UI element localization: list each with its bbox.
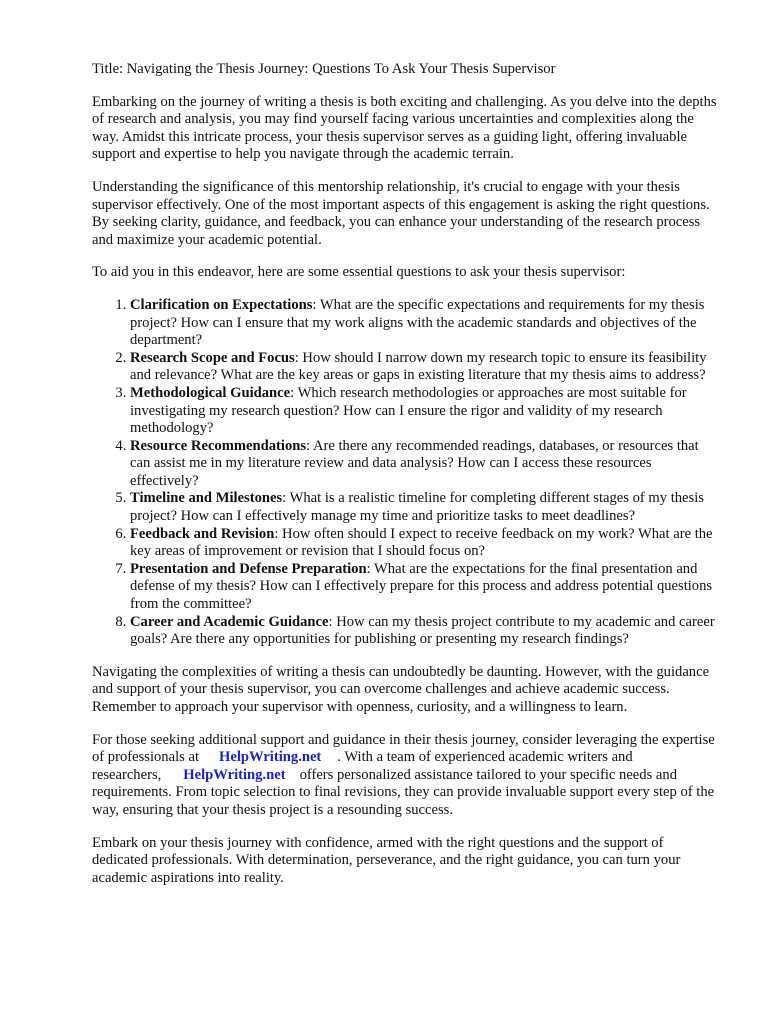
- question-text: : How should I narrow down my research topic to ensure its feasibility and relevance? What are the key areas or gaps in existing literature that my thesis aims to address?: [130, 349, 707, 384]
- question-heading: Research Scope and Focus: [130, 349, 295, 366]
- helpwriting-link-1[interactable]: HelpWriting.net: [219, 749, 322, 766]
- list-item: [130, 526, 722, 561]
- support-text-1: For those seeking additional support and guidance in their thesis journey, consider leveraging the expertise of professionals at: [92, 731, 715, 766]
- question-text: : Which research methodologies or approaches are most suitable for investigating my research question? How can I ensure the rigor and validity of my research methodology?: [130, 384, 687, 437]
- question-heading: Methodological Guidance: [130, 384, 291, 401]
- support-text-2: . With a team of experienced academic writers and researchers,: [92, 749, 633, 783]
- list-item: [130, 490, 722, 525]
- closing-paragraph-2: Embark on your thesis journey with confidence, armed with the right questions and the support of dedicated professionals. With determination, perseverance, and the right guidance, you can turn your academic aspirations into reality.: [92, 834, 681, 886]
- question-text: : What are the expectations for the final presentation and defense of my thesis? How can I effectively prepare for this process and address potential questions from the committee?: [130, 560, 713, 613]
- intro-paragraph-1: Embarking on the journey of writing a thesis is both exciting and challenging. As you delve into the depths of research and analysis, you may find yourself facing various uncertainties and complexities along the way. Amidst this intricate process, your thesis supervisor serves as a guiding light, offering invaluable support and expertise to help you navigate through the academic terrain.: [92, 93, 717, 163]
- question-text: : How often should I expect to receive feedback on my work? What are the key areas of improvement or revision that I should focus on?: [130, 525, 713, 560]
- question-heading: Career and Academic Guidance: [130, 613, 329, 630]
- support-paragraph: [92, 732, 722, 820]
- document-page: [92, 61, 722, 902]
- question-heading: Timeline and Milestones: [130, 490, 283, 507]
- list-item: [130, 297, 722, 350]
- document-title: Title: Navigating the Thesis Journey: Questions To Ask Your Thesis Supervisor: [92, 61, 556, 77]
- list-item: [130, 438, 722, 491]
- intro-paragraph-2: Understanding the significance of this mentorship relationship, it's crucial to engage with your thesis supervisor effectively. One of the most important aspects of this engagement is asking the right questions. By seeking clarity, guidance, and feedback, you can enhance your understanding of the research process and maximize your academic potential.: [92, 178, 710, 248]
- questions-list: [92, 297, 722, 649]
- question-text: : What are the specific expectations and requirements for my thesis project? How can I ensure that my work aligns with the academic standards and objectives of the department?: [130, 296, 705, 349]
- question-heading: Resource Recommendations: [130, 437, 307, 454]
- list-item: [130, 561, 722, 614]
- question-heading: Clarification on Expectations: [130, 296, 313, 313]
- question-heading: Presentation and Defense Preparation: [130, 560, 367, 577]
- question-heading: Feedback and Revision: [130, 525, 275, 542]
- helpwriting-link-2[interactable]: HelpWriting.net: [183, 766, 286, 783]
- closing-paragraph-1: Navigating the complexities of writing a thesis can undoubtedly be daunting. However, with the guidance and support of your thesis supervisor, you can overcome challenges and achieve academic success. Remember to approach your supervisor with openness, curiosity, and a willingness to learn.: [92, 663, 710, 715]
- list-item: [130, 350, 722, 385]
- intro-paragraph-3: To aid you in this endeavor, here are some essential questions to ask your thesis supervisor:: [92, 264, 626, 281]
- question-text: : What is a realistic timeline for completing different stages of my thesis project? How can I effectively manage my time and prioritize tasks to meet deadlines?: [130, 490, 704, 525]
- list-item: [130, 385, 722, 438]
- support-text-3: offers personalized assistance tailored to your specific needs and requirements. From topic selection to final revisions, they can provide invaluable support every step of the way, ensuring that your thesis project is a resounding success.: [92, 766, 715, 818]
- question-text: : How can my thesis project contribute to my academic and career goals? Are there any opportunities for publishing or presenting my research findings?: [130, 613, 715, 648]
- list-item: [130, 614, 722, 649]
- question-text: : Are there any recommended readings, databases, or resources that can assist me in my literature review and data analysis? How can I access these resources effectively?: [130, 437, 699, 489]
